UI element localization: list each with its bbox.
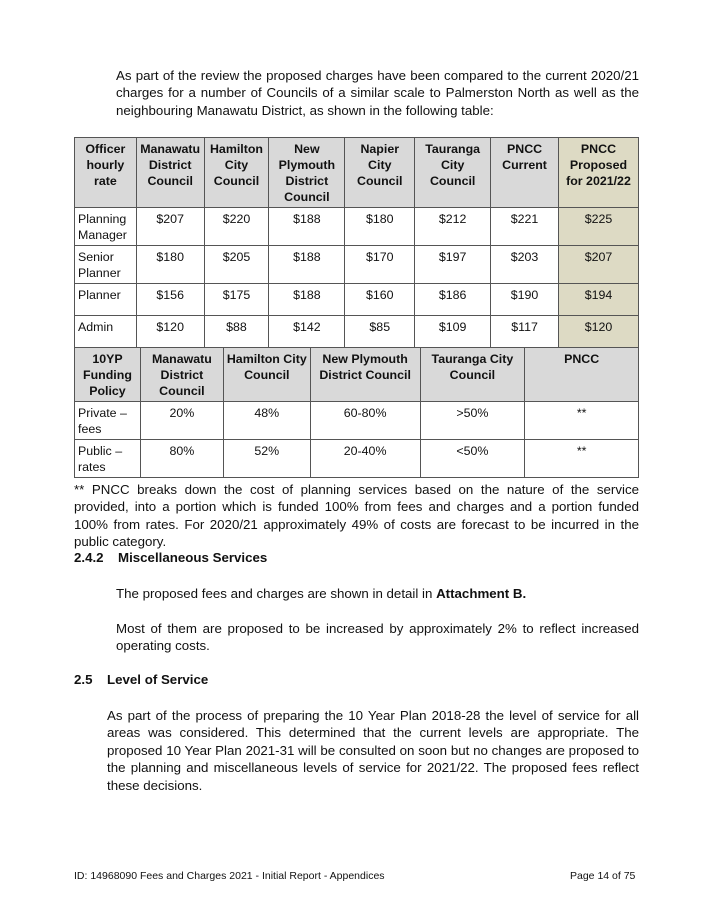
column-header: New Plymouth District Council [269,138,345,208]
hourly-rate-table [74,137,639,348]
table-cell: 80% [140,440,223,478]
table-row [75,208,639,246]
table-cell: $117 [491,316,559,348]
pncc-note-paragraph: ** PNCC breaks down the cost of planning services based on the nature of the service provided, into a portion which is funded 100% from fees and charges and a portion funded 100% from rates. For 2020/21 approximately 49% of costs are forecast to be incurred in the public category. [74,482,639,550]
table-cell: Public – rates [75,440,141,478]
intro-paragraph: As part of the review the proposed charges have been compared to the current 2020/21 charges for a number of Councils of a similar scale to Palmerston North as well as the neighbouring Manawatu District, as shown in the following table: [116,68,639,118]
table-row [75,316,639,348]
table-row [75,284,639,316]
column-header: Manawatu District Council [136,138,204,208]
table-cell: 60-80% [310,402,420,440]
table-cell: $190 [491,284,559,316]
table-cell: $225 [558,208,638,246]
column-header: Manawatu District Council [140,348,223,402]
table-cell: $160 [345,284,415,316]
table-row [75,402,639,440]
table-cell: $220 [204,208,269,246]
funding-policy-table [74,347,639,478]
misc-services-paragraph [116,585,639,602]
table-cell: $88 [204,316,269,348]
table-cell: 52% [223,440,310,478]
table-header-row [75,348,639,402]
table-cell: $180 [136,246,204,284]
table-cell: $188 [269,284,345,316]
table-cell: ** [525,402,639,440]
table-cell: $207 [136,208,204,246]
table-cell: $194 [558,284,638,316]
column-header: PNCC Current [491,138,559,208]
footer-document-id: ID: 14968090 Fees and Charges 2021 - Initial Report - Appendices [74,870,385,882]
section-title: Level of Service [107,672,209,687]
table-cell: 48% [223,402,310,440]
table-cell: $109 [415,316,491,348]
column-header: 10YP Funding Policy [75,348,141,402]
column-header: PNCC [525,348,639,402]
table-cell: $180 [345,208,415,246]
table-cell: $85 [345,316,415,348]
table-cell: $156 [136,284,204,316]
section-number: 2.4.2 [74,550,104,565]
paragraph-text: The proposed fees and charges are shown in detail in [116,586,437,601]
table-cell: Senior Planner [75,246,137,284]
table-cell: 20% [140,402,223,440]
misc-services-increase-paragraph: Most of them are proposed to be increased by approximately 2% to reflect increased operating costs. [116,621,639,654]
table-cell: $142 [269,316,345,348]
column-header: Hamilton City Council [204,138,269,208]
table-cell: $205 [204,246,269,284]
table-cell: $197 [415,246,491,284]
column-header: New Plymouth District Council [310,348,420,402]
table-cell: Planning Manager [75,208,137,246]
table-header-row [75,138,639,208]
table-cell: >50% [420,402,525,440]
table-cell: $221 [491,208,559,246]
table-cell: $186 [415,284,491,316]
table-cell: $203 [491,246,559,284]
column-header: Officer hourly rate [75,138,137,208]
table-cell: Admin [75,316,137,348]
section-title: Miscellaneous Services [118,550,268,565]
table-cell: $175 [204,284,269,316]
footer-page-number: Page 14 of 75 [570,870,636,882]
table-cell: ** [525,440,639,478]
table-cell: $207 [558,246,638,284]
column-header: PNCC Proposed for 2021/22 [558,138,638,208]
column-header: Napier City Council [345,138,415,208]
section-heading-misc-services [74,550,267,565]
table-cell: $120 [558,316,638,348]
table-cell: $170 [345,246,415,284]
table-cell: Private – fees [75,402,141,440]
table-cell: $212 [415,208,491,246]
table-cell: $188 [269,246,345,284]
attachment-reference: Attachment B. [436,586,527,601]
column-header: Tauranga City Council [415,138,491,208]
section-heading-level-of-service [74,672,208,687]
level-of-service-paragraph: As part of the process of preparing the 10 Year Plan 2018-28 the level of service for all areas was considered. This determined that the current levels are appropriate. The proposed 10 Year Plan 2021-31 will be consulted on soon but no changes are proposed to the planning and miscellaneous levels of service for 2021/22. The proposed fees reflect these decisions. [107,708,639,793]
column-header: Tauranga City Council [420,348,525,402]
table-cell: $120 [136,316,204,348]
table-row [75,246,639,284]
table-cell: 20-40% [310,440,420,478]
column-header: Hamilton City Council [223,348,310,402]
table-row [75,440,639,478]
table-cell: $188 [269,208,345,246]
table-cell: Planner [75,284,137,316]
table-cell: <50% [420,440,525,478]
section-number: 2.5 [74,672,93,687]
